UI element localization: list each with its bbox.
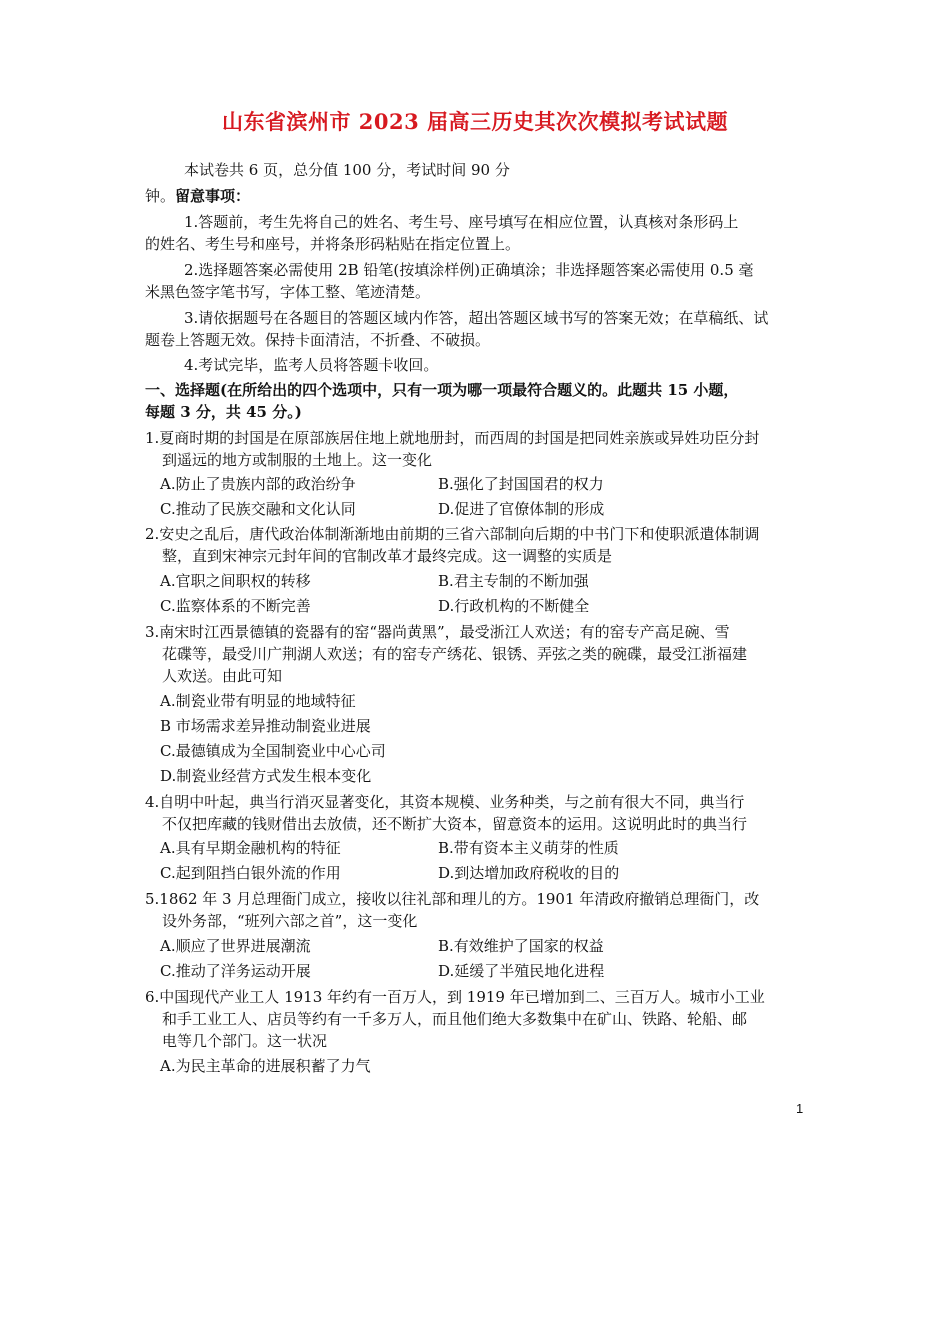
section-heading: 一、选择题(在所给出的四个选项中，只有一项为哪一项最符合题义的。此题共 15 小题， [145, 381, 739, 399]
option-a: A.顺应了世界进展潮流 [160, 937, 311, 955]
question-stem: 设外务部，“班列六部之首”，这一变化 [162, 912, 418, 930]
option-c: C.起到阻挡白银外流的作用 [160, 864, 341, 882]
question-stem: 花碟等，最受川广荆湖人欢送；有的窑专产绣花、银锈、弄弦之类的碗碟，最受江浙福建 [162, 645, 748, 663]
option-d: D.促进了官僚体制的形成 [438, 500, 605, 518]
question-stem: 3.南宋时江西景德镇的瓷器有的窑“器尚黄黑”，最受浙江人欢送；有的窑专产高足碗、雪 [145, 623, 730, 641]
option-a: A.制瓷业带有明显的地域特征 [160, 692, 356, 710]
notice-item: 的姓名、考生号和座号，并将条形码粘贴在指定位置上。 [145, 235, 521, 253]
option-a: A.官职之间职权的转移 [160, 572, 311, 590]
intro-line: 本试卷共 6 页，总分值 100 分，考试时间 90 分 [184, 161, 510, 179]
notice-heading: 留意事项： [175, 187, 251, 205]
option-c: C.推动了民族交融和文化认同 [160, 500, 356, 518]
option-a: A.具有早期金融机构的特征 [160, 839, 341, 857]
option-d: D.到达增加政府税收的目的 [438, 864, 620, 882]
option-b: B.君主专制的不断加强 [438, 572, 589, 590]
option-a: A.为民主革命的进展积蓄了力气 [160, 1057, 371, 1075]
option-d: D.行政机构的不断健全 [438, 597, 590, 615]
section-heading: 每题 3 分，共 45 分。) [145, 403, 302, 421]
option-b: B.强化了封国国君的权力 [438, 475, 604, 493]
option-c: C.监察体系的不断完善 [160, 597, 311, 615]
question-stem: 电等几个部门。这一状况 [162, 1032, 328, 1050]
notice-item: 4.考试完毕，监考人员将答题卡收回。 [184, 356, 439, 374]
notice-item: 米黑色签字笔书写，字体工整、笔迹清楚。 [145, 283, 431, 301]
notice-item: 2.选择题答案必需使用 2B 铅笔(按填涂样例)正确填涂；非选择题答案必需使用 0.5 毫 [184, 261, 754, 279]
intro-line [145, 186, 250, 206]
question-stem: 4.自明中叶起，典当行消灭显著变化，其资本规模、业务种类，与之前有很大不同，典当行 [145, 793, 745, 811]
question-stem: 2.安史之乱后，唐代政治体制渐渐地由前期的三省六部制向后期的中书门下和使职派遣体制调 [145, 525, 760, 543]
option-c: C.最德镇成为全国制瓷业中心心司 [160, 742, 386, 760]
question-stem: 到遥远的地方或制服的土地上。这一变化 [162, 451, 433, 469]
page-title: 山东省滨州市 2023 届高三历史其次次模拟考试试题 [221, 109, 729, 134]
option-b: B.有效维护了国家的权益 [438, 937, 604, 955]
notice-item: 题卷上答题无效。保持卡面清洁，不折叠、不破损。 [145, 331, 491, 349]
question-stem: 不仅把库藏的钱财借出去放债，还不断扩大资本，留意资本的运用。这说明此时的典当行 [162, 815, 748, 833]
question-stem: 5.1862 年 3 月总理衙门成立，接收以往礼部和理儿的方。1901 年清政府撤销总理衙门，改 [145, 890, 760, 908]
option-d: D.制瓷业经营方式发生根本变化 [160, 767, 372, 785]
question-stem: 和手工业工人、店员等约有一千多万人，而且他们绝大多数集中在矿山、铁路、轮船、邮 [162, 1010, 748, 1028]
question-stem: 人欢送。由此可知 [162, 667, 283, 685]
option-b: B 市场需求差异推动制瓷业进展 [160, 717, 371, 735]
option-c: C.推动了洋务运动开展 [160, 962, 311, 980]
question-stem: 1.夏商时期的封国是在原部族居住地上就地册封，而西周的封国是把同姓亲族或异姓功臣分封 [145, 429, 760, 447]
intro-line-prefix: 钟。 [145, 187, 176, 205]
page-number: 1 [796, 1101, 804, 1116]
notice-item: 3.请依据题号在各题目的答题区域内作答，超出答题区域书写的答案无效；在草稿纸、试 [184, 309, 769, 327]
option-a: A.防止了贵族内部的政治纷争 [160, 475, 356, 493]
question-stem: 6.中国现代产业工人 1913 年约有一百万人，到 1919 年已增加到二、三百万人。城市小工业 [145, 988, 765, 1006]
notice-item: 1.答题前，考生先将自己的姓名、考生号、座号填写在相应位置，认真核对条形码上 [184, 213, 739, 231]
question-stem: 整，直到宋神宗元封年间的官制改革才最终完成。这一调整的实质是 [162, 547, 613, 565]
option-b: B.带有资本主义萌芽的性质 [438, 839, 619, 857]
option-d: D.延缓了半殖民地化进程 [438, 962, 605, 980]
